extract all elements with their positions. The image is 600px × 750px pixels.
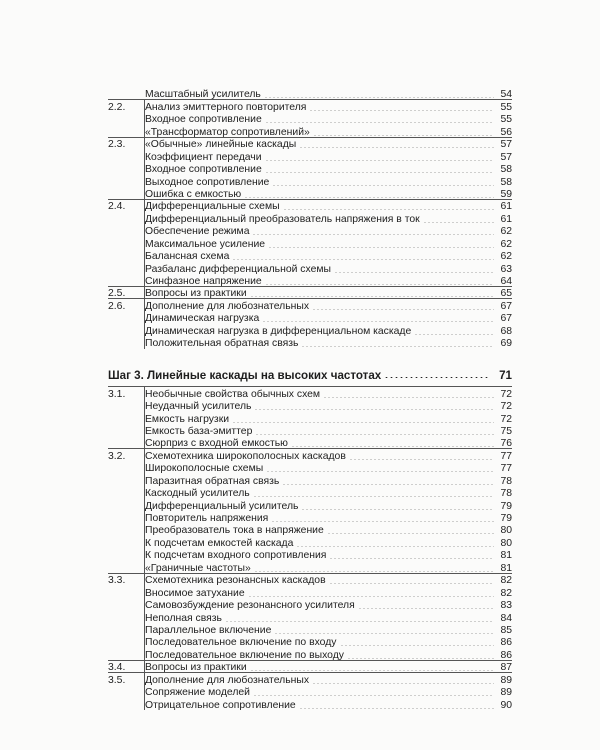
toc-page-number: 62 [500, 251, 512, 263]
dot-leader [299, 147, 494, 148]
dot-leader [264, 97, 494, 98]
toc-entry-title: Емкость база-эмиттер [145, 425, 253, 437]
toc-chapter-row [108, 361, 512, 381]
toc-section-number: 2.5. [108, 288, 126, 300]
toc-section-number: 2.3. [108, 139, 126, 151]
toc-entry-title: Коэффициент передачи [145, 151, 262, 163]
toc-section-row [108, 100, 512, 112]
toc-page-number: 67 [500, 300, 512, 312]
dot-leader [232, 259, 494, 260]
toc-page-number: 80 [500, 525, 512, 537]
toc-section-row [108, 200, 512, 212]
section-divider [108, 286, 512, 287]
toc-section-row [108, 138, 512, 150]
toc-entry-title: Дополнение для любознательных [145, 674, 310, 686]
dot-leader [291, 446, 494, 447]
toc-page-number: 69 [500, 338, 512, 350]
toc-entry-title: Дифференциальный усилитель [145, 500, 299, 512]
toc-entry-title: Дифференциальный преобразователь напряжения в ток [145, 213, 420, 225]
dot-leader [296, 546, 494, 547]
toc-page-number: 80 [500, 537, 512, 549]
toc-section-row [108, 574, 512, 586]
toc-page-number: 72 [500, 401, 512, 413]
toc-page-number: 59 [500, 188, 512, 200]
dot-leader [250, 670, 494, 671]
dot-leader [250, 296, 494, 297]
toc-page-number: 82 [500, 587, 512, 599]
toc-entry-title: Ошибка с емкостью [145, 188, 242, 200]
toc-page-number: 65 [500, 288, 512, 300]
section-divider [108, 137, 512, 138]
toc-entry-title: Шаг 3. Линейные каскады на высоких частотах [108, 369, 382, 383]
toc-page-number: 57 [500, 151, 512, 163]
toc-section-row [108, 449, 512, 461]
toc-entry-title: Преобразователь тока в напряжение [145, 525, 324, 537]
toc-entry-title: Синфазное напряжение [145, 276, 262, 287]
toc-page-number: 58 [500, 164, 512, 176]
toc-subsection-row [108, 250, 512, 262]
section-divider [108, 448, 512, 449]
toc-subsection-row [108, 549, 512, 561]
section-bracket-line [144, 672, 145, 710]
dot-leader [266, 471, 494, 472]
toc-entry-title: Вопросы из практики [145, 288, 247, 300]
toc-page-number: 83 [500, 600, 512, 612]
section-bracket-line [144, 386, 145, 449]
toc-page-number: 72 [500, 388, 512, 400]
toc-entry-title: К подсчетам входного сопротивления [145, 550, 327, 562]
toc-entry-title: Анализ эмиттерного повторителя [145, 101, 307, 113]
toc-entry-title: «Граничные частоты» [145, 562, 251, 574]
toc-page-number: 68 [500, 325, 512, 337]
toc-entry-title: Сопряжение моделей [145, 687, 250, 699]
dot-leader [323, 397, 494, 398]
section-bracket-line [144, 137, 145, 200]
dot-leader [271, 521, 494, 522]
toc-entry-title: Вносимое затухание [145, 587, 245, 599]
toc-entry-title: Емкость нагрузки [145, 413, 230, 425]
toc-entry-title: Необычные свойства обычных схем [145, 388, 321, 400]
toc-section-number: 2.4. [108, 201, 126, 213]
toc-page-number: 78 [500, 488, 512, 500]
toc-subsection-row [108, 337, 512, 349]
toc-page-number: 63 [500, 263, 512, 275]
toc-entry-title: Повторитель напряжения [145, 513, 269, 524]
toc-subsection-row [108, 113, 512, 125]
dot-leader [265, 160, 494, 161]
toc-subsection-row [108, 487, 512, 499]
toc-section-number: 3.2. [108, 450, 126, 462]
toc-subsection-row [108, 225, 512, 237]
toc-page-number: 61 [500, 201, 512, 213]
toc-subsection-row [108, 698, 512, 710]
toc-entry-title: Параллельное включение [145, 624, 272, 636]
dot-leader [358, 608, 494, 609]
toc-entry-title: Схемотехника резонансных каскадов [145, 575, 326, 587]
toc-subsection-row [108, 599, 512, 611]
toc-page-number: 62 [500, 238, 512, 250]
toc-entry-title: Дополнение для любознательных [145, 300, 310, 312]
toc-entry-title: Вопросы из практики [145, 662, 247, 674]
toc-subsection-row [108, 324, 512, 336]
toc-section-number: 2.2. [108, 101, 126, 113]
toc-section-number: 3.5. [108, 674, 126, 686]
section-divider [108, 672, 512, 673]
dot-leader [384, 377, 490, 378]
toc-page-number: 62 [500, 226, 512, 238]
toc-entry-title: Обеспечение режима [145, 226, 250, 238]
toc-page-number: 77 [500, 450, 512, 462]
toc-page-number: 72 [500, 413, 512, 425]
toc-entry-title: Последовательное включение по входу [145, 637, 337, 649]
dot-leader [340, 645, 495, 646]
section-bracket-line [144, 99, 145, 137]
toc-page-number: 79 [500, 513, 512, 524]
dot-leader [232, 422, 494, 423]
toc-entry-title: Отрицательное сопротивление [145, 699, 296, 711]
dot-leader [312, 309, 494, 310]
section-divider [108, 99, 512, 100]
toc-subsection-row [108, 312, 512, 324]
toc-page-number: 79 [500, 500, 512, 512]
dot-leader [327, 533, 494, 534]
toc-entry-title: Широкополосные схемы [145, 463, 264, 475]
dot-leader [254, 571, 494, 572]
dot-leader [349, 459, 494, 460]
dot-leader [283, 209, 494, 210]
toc-entry-title: Схемотехника широкополосных каскадов [145, 450, 346, 462]
dot-leader [423, 222, 494, 223]
toc-subsection-row [108, 212, 512, 224]
toc-subsection-row [108, 512, 512, 524]
section-divider [108, 199, 512, 200]
toc-page-number: 89 [500, 674, 512, 686]
dot-leader [274, 633, 494, 634]
toc-page-number: 86 [500, 637, 512, 649]
toc-page-number: 67 [500, 313, 512, 325]
toc-subsection-row [108, 499, 512, 511]
dot-leader [268, 247, 494, 248]
toc-entry-title: Паразитная обратная связь [145, 475, 280, 487]
section-bracket-line [144, 573, 145, 660]
toc-subsection-row [108, 686, 512, 698]
toc-section-row [108, 299, 512, 311]
toc-subsection-row [108, 474, 512, 486]
toc-page-number: 55 [500, 114, 512, 126]
dot-leader [299, 708, 494, 709]
dot-leader [414, 334, 494, 335]
section-divider [108, 573, 512, 574]
dot-leader [253, 695, 494, 696]
toc-subsection-row [108, 536, 512, 548]
dot-leader [252, 234, 494, 235]
section-divider [108, 386, 512, 387]
dot-leader [265, 122, 494, 123]
dot-leader [265, 172, 494, 173]
dot-leader [253, 496, 494, 497]
toc-subsection-row [108, 586, 512, 598]
toc-subsection-row [108, 163, 512, 175]
toc-entry-title: Неудачный усилитель [145, 401, 252, 413]
dot-leader [312, 683, 494, 684]
dot-leader [265, 284, 494, 285]
toc-page-number: 75 [500, 425, 512, 437]
toc-subsection-row [108, 524, 512, 536]
toc-subsection-row [108, 400, 512, 412]
dot-leader [347, 658, 494, 659]
toc-entry-title: Динамическая нагрузка [145, 313, 260, 325]
toc-subsection-row [108, 237, 512, 249]
toc-entry-title: Последовательное включение по выходу [145, 649, 344, 661]
dot-leader [225, 621, 494, 622]
table-of-contents [108, 88, 512, 711]
toc-entry-title: Сюрприз с входной емкостью [145, 438, 288, 450]
toc-entry-title: «Обычные» линейные каскады [145, 139, 297, 151]
toc-page-number: 84 [500, 612, 512, 624]
dot-leader [334, 272, 494, 273]
toc-page-number: 71 [499, 369, 512, 383]
toc-page-number: 87 [500, 662, 512, 674]
toc-entry-title: Неполная связь [145, 612, 222, 624]
dot-leader [301, 509, 494, 510]
toc-entry-title: Масштабный усилитель [145, 89, 261, 101]
toc-page-number: 76 [500, 438, 512, 450]
toc-page-number: 54 [500, 89, 512, 101]
toc-page-number: 77 [500, 463, 512, 475]
section-bracket-line [144, 199, 145, 287]
toc-section-row [108, 387, 512, 399]
dot-leader [329, 558, 494, 559]
toc-entry-title: Максимальное усиление [145, 238, 266, 250]
toc-page-number: 64 [500, 276, 512, 287]
toc-entry-title: Выходное сопротивление [145, 176, 270, 188]
toc-entry-title: Балансная схема [145, 251, 230, 263]
toc-entry-title: Положительная обратная связь [145, 338, 299, 350]
toc-entry-title: Разбаланс дифференциальной схемы [145, 263, 331, 275]
dot-leader [262, 321, 494, 322]
toc-page-number: 89 [500, 687, 512, 699]
dot-leader [248, 596, 494, 597]
toc-page-number: 85 [500, 624, 512, 636]
toc-section-number: 3.1. [108, 388, 126, 400]
toc-page-number: 57 [500, 139, 512, 151]
toc-page-number: 90 [500, 699, 512, 711]
section-divider [108, 298, 512, 299]
toc-page-number: 86 [500, 649, 512, 661]
toc-page-number: 78 [500, 475, 512, 487]
dot-leader [329, 583, 494, 584]
dot-leader [255, 434, 494, 435]
toc-entry-title: Самовозбуждение резонансного усилителя [145, 600, 355, 612]
toc-entry-title: Дифференциальные схемы [145, 201, 280, 213]
dot-leader [309, 110, 494, 111]
toc-page-number: 81 [500, 550, 512, 562]
section-bracket-line [144, 448, 145, 573]
toc-entry-title: Динамическая нагрузка в дифференциальном каскаде [145, 325, 412, 337]
toc-page-number: 81 [500, 562, 512, 574]
toc-subsection-row [108, 611, 512, 623]
toc-section-number: 2.6. [108, 300, 126, 312]
toc-section-number: 3.4. [108, 662, 126, 674]
toc-entry-title: К подсчетам емкостей каскада [145, 537, 294, 549]
toc-section-row [108, 673, 512, 685]
toc-subsection-row [108, 175, 512, 187]
toc-subsection-row [108, 425, 512, 437]
toc-page-number: 56 [500, 126, 512, 138]
toc-page-number: 82 [500, 575, 512, 587]
section-divider [108, 660, 512, 661]
toc-page-number: 61 [500, 213, 512, 225]
toc-entry-title: «Трансформатор сопротивлений» [145, 126, 310, 138]
toc-entry-title: Входное сопротивление [145, 164, 262, 176]
dot-leader [301, 346, 494, 347]
dot-leader [282, 484, 494, 485]
toc-page-number: 55 [500, 101, 512, 113]
dot-leader [313, 135, 494, 136]
dot-leader [272, 185, 494, 186]
toc-section-number: 3.3. [108, 575, 126, 587]
dot-leader [254, 409, 494, 410]
toc-entry-title: Входное сопротивление [145, 114, 262, 126]
toc-page-number: 58 [500, 176, 512, 188]
toc-entry-title: Каскодный усилитель [145, 488, 250, 500]
toc-subsection-row [108, 624, 512, 636]
section-bracket-line [144, 298, 145, 349]
toc-subsection-row [108, 150, 512, 162]
toc-subsection-row [108, 262, 512, 274]
toc-subsection-row [108, 636, 512, 648]
dot-leader [244, 197, 494, 198]
toc-subsection-row [108, 462, 512, 474]
toc-subsection-row [108, 412, 512, 424]
